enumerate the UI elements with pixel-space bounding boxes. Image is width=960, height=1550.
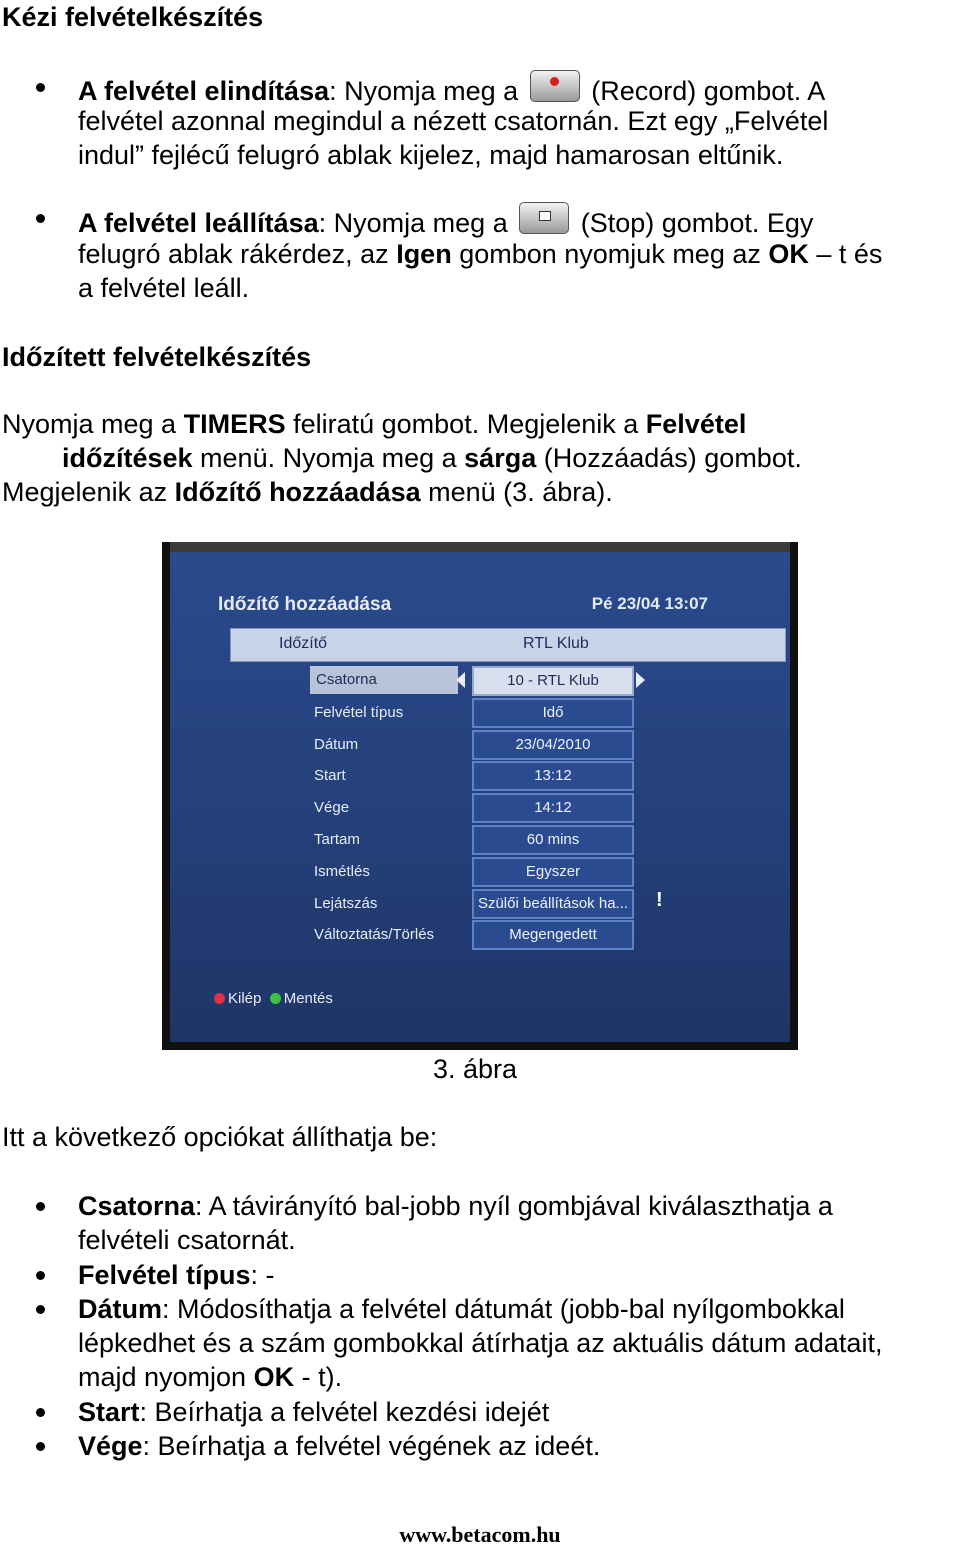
text: (Hozzáadás) gombot.	[536, 443, 802, 473]
option-date-line3	[78, 1360, 342, 1394]
menu-row-value: 23/04/2010	[472, 730, 634, 760]
menu-row	[310, 666, 780, 694]
term-felvetel: Felvétel	[645, 409, 747, 439]
text: felugró ablak rákérdez, az	[78, 239, 397, 269]
menu-row-label: Start	[314, 767, 346, 785]
bullet-dot	[36, 1305, 45, 1314]
bullet-dot	[36, 1408, 45, 1417]
menu-row	[310, 920, 780, 948]
term-ok: OK	[253, 1362, 295, 1392]
menu-row-value: Egyszer	[472, 857, 634, 887]
para-line3	[2, 475, 613, 509]
option-rec-type	[78, 1258, 275, 1292]
menu-row-value: 14:12	[472, 793, 634, 823]
arrow-right-icon	[636, 672, 645, 688]
menu-row-value: Idő	[472, 698, 634, 728]
menu-row-label: Vége	[314, 799, 350, 817]
red-dot-icon	[214, 993, 225, 1004]
menu-row	[310, 889, 780, 917]
text: Megjelenik az	[2, 477, 175, 507]
text: : Nyomja meg a	[329, 76, 519, 106]
bullet-start-recording-line3: indul” fejlécű felugró ablak kijelez, majd hamarosan eltűnik.	[78, 140, 784, 170]
term-ok: OK	[768, 239, 809, 269]
menu-row-value: Szülői beállítások ha...	[472, 889, 634, 919]
term-datum: Dátum	[78, 1294, 163, 1324]
menu-header-row	[230, 628, 786, 662]
text: - t).	[294, 1362, 343, 1392]
para-line1	[2, 407, 746, 441]
menu-row	[310, 698, 780, 726]
term-start-recording: A felvétel elindítása	[78, 76, 330, 106]
option-channel-line1	[78, 1189, 833, 1223]
term-vege: Vége	[78, 1431, 143, 1461]
menu-row-value: 60 mins	[472, 825, 634, 855]
menu-row	[310, 825, 780, 853]
bullet-stop-recording-line2	[78, 237, 882, 271]
option-date-line1	[78, 1292, 845, 1326]
menu-row-value: 13:12	[472, 761, 634, 791]
arrow-left-icon	[456, 672, 465, 688]
bullet-start-recording-line2: felvétel azonnal megindul a nézett csatornán. Ezt egy „Felvétel	[78, 106, 829, 136]
option-start	[78, 1395, 549, 1429]
stop-button-icon	[519, 202, 569, 234]
option-end	[78, 1429, 600, 1463]
text: menü. Nyomja meg a	[192, 443, 465, 473]
options-intro: Itt a következő opciókat állíthatja be:	[2, 1122, 438, 1152]
menu-row-label: Dátum	[314, 735, 359, 753]
menu-row-label: Tartam	[314, 831, 360, 848]
bullet-stop-recording-line1	[78, 202, 813, 240]
text: : Nyomja meg a	[318, 208, 508, 238]
term-timers: TIMERS	[183, 409, 286, 439]
term-stop-recording: A felvétel leállítása	[78, 208, 319, 238]
timer-add-menu-screenshot	[162, 542, 798, 1050]
warning-icon: !	[656, 889, 663, 911]
term-felvetel-tipus: Felvétel típus	[78, 1260, 251, 1290]
header-channel: RTL Klub	[523, 635, 589, 652]
bullet-dot	[36, 1271, 45, 1280]
term-idozitesek: időzítések	[62, 443, 193, 473]
text: (Stop) gombot. Egy	[580, 208, 814, 238]
footer-save-label: Mentés	[283, 990, 333, 1007]
option-date-line2: lépkedhet és a szám gombokkal átírhatja az aktuális dátum adatait,	[78, 1328, 883, 1358]
bullet-dot	[36, 1442, 45, 1451]
bullet-dot	[36, 1202, 45, 1211]
menu-row-label: Felvétel típus	[314, 703, 404, 721]
text: majd nyomjon	[78, 1362, 254, 1392]
menu-row-label: Változtatás/Törlés	[314, 926, 435, 944]
term-start: Start	[78, 1397, 140, 1427]
text: : -	[250, 1260, 275, 1290]
bullet-stop-recording-line3: a felvétel leáll.	[78, 273, 250, 303]
menu-datetime: Pé 23/04 13:07	[591, 594, 708, 613]
section-heading-timed-recording: Időzített felvételkészítés	[2, 342, 312, 372]
text: Nyomja meg a	[2, 409, 184, 439]
text: (Record) gombot. A	[591, 76, 826, 106]
text: gombon nyomjuk meg az	[451, 239, 769, 269]
record-button-icon	[530, 70, 580, 102]
term-csatorna: Csatorna	[78, 1191, 196, 1221]
screen-top-bar	[170, 542, 790, 552]
menu-row-value: 10 - RTL Klub	[472, 666, 634, 696]
option-channel-line2: felvételi csatornát.	[78, 1225, 296, 1255]
menu-row	[310, 793, 780, 821]
menu-footer	[214, 990, 333, 1007]
menu-row-label: Lejátszás	[314, 894, 378, 912]
menu-row	[310, 730, 780, 758]
footer-exit-label: Kilép	[228, 990, 262, 1007]
menu-row	[310, 857, 780, 885]
menu-row-label: Csatorna	[310, 666, 458, 694]
menu-title: Időzítő hozzáadása	[218, 594, 392, 615]
term-yes: Igen	[396, 239, 452, 269]
green-dot-icon	[270, 993, 281, 1004]
header-label: Időzítő	[279, 635, 328, 652]
text: : Módosíthatja a felvétel dátumát (jobb-bal nyílgombokkal	[162, 1294, 845, 1324]
term-sarga: sárga	[464, 443, 537, 473]
text: : Beírhatja a felvétel végének az ideét.	[142, 1431, 601, 1461]
para-line2	[62, 441, 802, 475]
figure-caption: 3. ábra	[433, 1054, 518, 1084]
section-heading-manual-recording: Kézi felvételkészítés	[2, 2, 264, 32]
bullet-dot	[36, 214, 45, 223]
text: menü (3. ábra).	[420, 477, 613, 507]
term-idozito-hozzaadasa: Időzítő hozzáadása	[174, 477, 421, 507]
menu-row	[310, 761, 780, 789]
text: : Beírhatja a felvétel kezdési idejét	[139, 1397, 550, 1427]
text: – t és	[808, 239, 883, 269]
menu-row-value: Megengedett	[472, 920, 634, 950]
text: : A távirányító bal-jobb nyíl gombjával kiválaszthatja a	[195, 1191, 833, 1221]
menu-row-label: Ismétlés	[314, 862, 370, 880]
footer-website: www.betacom.hu	[399, 1522, 561, 1547]
bullet-start-recording-line1	[78, 70, 825, 108]
bullet-dot	[36, 83, 45, 92]
text: feliratú gombot. Megjelenik a	[285, 409, 646, 439]
